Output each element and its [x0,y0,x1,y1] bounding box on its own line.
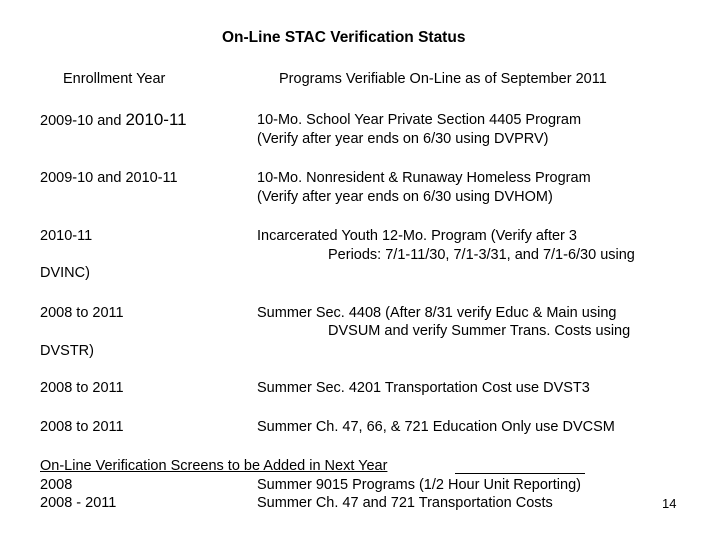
next-year-item-1-year: 2008 [40,477,73,493]
page-number: 14 [662,496,677,511]
page-title: On-Line STAC Verification Status [222,29,466,46]
heading-underline-extension [455,473,585,474]
header-programs: Programs Verifiable On-Line as of September 2011 [279,71,607,87]
next-year-heading: On-Line Verification Screens to be Added in Next Year [40,458,388,474]
row-1-program-line-2: (Verify after year ends on 6/30 using DVPRV) [257,131,549,147]
row-3-program-wrap: DVINC) [40,265,90,281]
row-4-program-line-2: DVSUM and verify Summer Trans. Costs using [328,323,631,339]
row-5-program: Summer Sec. 4201 Transportation Cost use DVST3 [257,380,590,396]
row-5-year: 2008 to 2011 [40,380,124,396]
row-3-year: 2010-11 [40,228,93,244]
header-enrollment-year: Enrollment Year [63,71,166,87]
row-4-year: 2008 to 2011 [40,305,124,321]
row-6-program: Summer Ch. 47, 66, & 721 Education Only use DVCSM [257,419,615,435]
next-year-item-1-program: Summer 9015 Programs (1/2 Hour Unit Reporting) [257,477,581,493]
row-1-program-line-1: 10-Mo. School Year Private Section 4405 Program [257,112,582,128]
row-2-program-line-1: 10-Mo. Nonresident & Runaway Homeless Program [257,170,591,186]
row-6-year: 2008 to 2011 [40,419,124,435]
row-3-program-line-2: Periods: 7/1-11/30, 7/1-3/31, and 7/1-6/30 using [328,247,635,263]
next-year-item-2-year: 2008 - 2011 [40,495,117,511]
row-2-year: 2009-10 and 2010-11 [40,170,178,186]
next-year-item-2-program: Summer Ch. 47 and 721 Transportation Costs [257,495,553,511]
row-2-program-line-2: (Verify after year ends on 6/30 using DVHOM) [257,189,553,205]
row-1-year: 2009-10 and 2010-11 [40,110,187,129]
row-4-program-line-1: Summer Sec. 4408 (After 8/31 verify Educ & Main using [257,305,617,321]
row-4-program-wrap: DVSTR) [40,343,94,359]
row-3-program-line-1: Incarcerated Youth 12-Mo. Program (Verify after 3 [257,228,577,244]
